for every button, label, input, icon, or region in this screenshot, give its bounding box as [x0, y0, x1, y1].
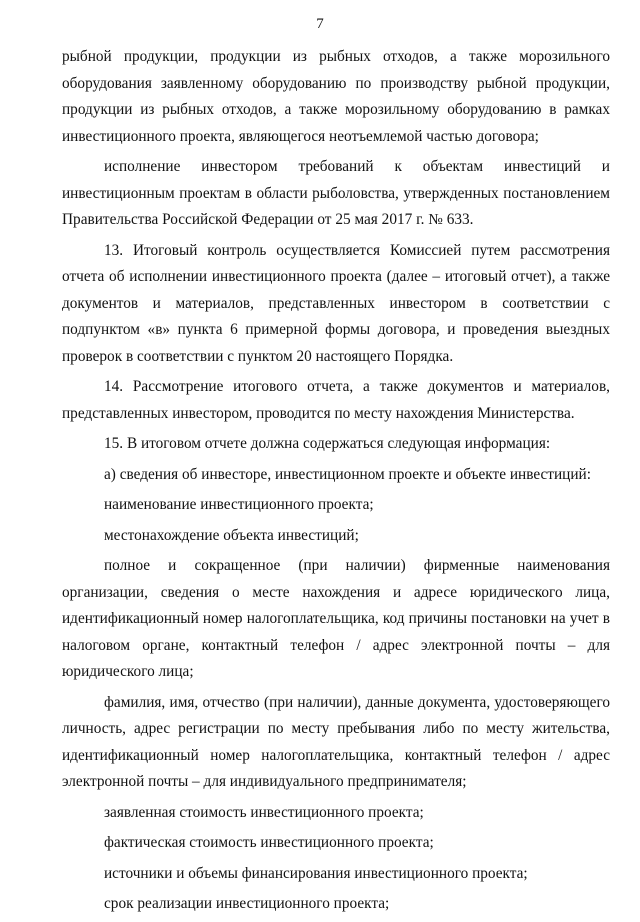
list-item-implementation-period: срок реализации инвестиционного проекта; [104, 895, 390, 912]
list-item-legal-entity-details: полное и сокращенное (при наличии) фирменные наименования организации, сведения о месте нахождения и адресе юридического лица, идентификационный номер налогоплательщика, код причины постановки на учет в налоговом органе, контактный телефон / адрес электронной почты – для юридического лица; [62, 557, 610, 680]
list-item-investment-location: местонахождение объекта инвестиций; [104, 526, 359, 544]
paragraph-continuation: рыбной продукции, продукции из рыбных отходов, а также морозильного оборудования заявленному оборудованию по производству рыбной продукции, продукции из рыбных отходов, а также морозильному оборудованию в рамках инвестиционного проекта, являющегося неотъемлемой частью договора; [62, 48, 610, 145]
list-item-funding-sources: источники и объемы финансирования инвестиционного проекта; [104, 864, 528, 882]
paragraph-investor-info: а) сведения об инвесторе, инвестиционном проекте и объекте инвестиций: [104, 465, 591, 483]
paragraph-fishery-requirements: исполнение инвестором требований к объектам инвестиций и инвестиционным проектам в области рыболовства, утвержденных постановлением Правительства Российской Федерации от 25 мая 2017 г. № 633. [62, 158, 610, 228]
paragraph-13-final-control: 13. Итоговый контроль осуществляется Комиссией путем рассмотрения отчета об исполнении инвестиционного проекта (далее – итоговый отчет), а также документов и материалов, представленных инвестором в соответствии с подпунктом «в» пункта 6 примерной формы договора, и проведения выездных проверок в соответствии с пунктом 20 настоящего Порядка. [62, 241, 610, 365]
paragraph-15-report-contents: 15. В итоговом отчете должна содержаться следующая информация: [104, 435, 551, 452]
paragraph-14-report-review: 14. Рассмотрение итогового отчета, а также документов и материалов, представленных инвестором, проводится по месту нахождения Министерства. [62, 378, 610, 422]
list-item-actual-cost: фактическая стоимость инвестиционного проекта; [104, 834, 434, 851]
document-body [62, 44, 610, 922]
list-item-declared-cost: заявленная стоимость инвестиционного проекта; [104, 803, 424, 821]
list-item-project-name: наименование инвестиционного проекта; [104, 496, 374, 513]
page-number: 7 [316, 16, 324, 32]
list-item-entrepreneur-details: фамилия, имя, отчество (при наличии), данные документа, удостоверяющего личность, адрес регистрации по месту пребывания либо по месту жительства, идентификационный номер налогоплательщика, контактный телефон / адрес электронной почты – для индивидуального предпринимателя; [62, 693, 610, 790]
